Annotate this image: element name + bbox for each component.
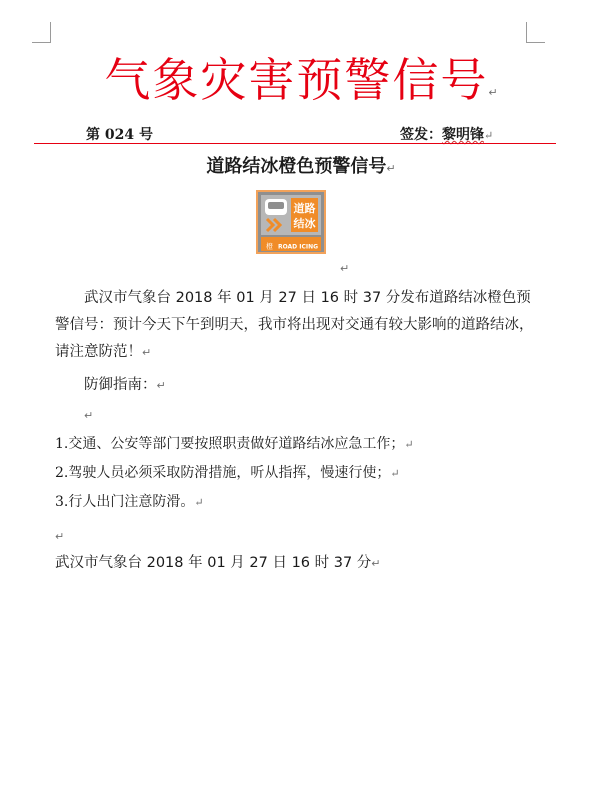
signer-line: [400, 124, 493, 144]
sign-text-upper: 道路: [293, 202, 316, 215]
paragraph-mark: ↵: [390, 467, 400, 480]
guide-item: [55, 460, 535, 487]
guide-item-text: 1.交通、公安等部门要按照职责做好道路结冰应急工作；: [55, 436, 405, 452]
sign-level: 橙: [266, 242, 273, 251]
guide-item: [55, 431, 535, 458]
signoff-line: [55, 550, 535, 577]
issue-number: 第 024 号: [86, 127, 153, 143]
signer-label: 签发：: [400, 127, 442, 143]
paragraph-mark: ↵: [340, 262, 350, 275]
paragraph-mark: ↵: [142, 346, 152, 359]
paragraph-mark: ↵: [404, 438, 414, 451]
paragraph-mark: ↵: [371, 557, 381, 570]
guide-item: [55, 489, 535, 516]
paragraph-mark: ↵: [488, 86, 498, 99]
signer-name: 黎明锋: [442, 127, 484, 143]
crop-mark-top-right: [526, 22, 545, 43]
paragraph-mark: ↵: [194, 496, 204, 509]
paragraph-mark: ↵: [484, 129, 494, 142]
crop-mark-top-left: [32, 22, 51, 43]
main-paragraph-text: 武汉市气象台 2018 年 01 月 27 日 16 时 37 分发布道路结冰橙色预警信号：预计今天下午到明天，我市将出现对交通有较大影响的道路结冰，请注意防范！: [55, 290, 534, 360]
header-rule: [34, 143, 556, 144]
sign-text-en: ROAD ICING: [277, 243, 319, 251]
road-icing-sign-icon: [256, 190, 326, 254]
blank-line: [55, 523, 535, 550]
paragraph-mark: ↵: [386, 162, 396, 175]
document-title: 道路结冰橙色预警信号: [206, 156, 387, 177]
guide-item-text: 2.驾驶人员必须采取防滑措施，听从指挥，慢速行使；: [55, 465, 391, 481]
sign-text-lower: 结冰: [293, 217, 316, 230]
guide-heading-line: [84, 372, 564, 399]
paragraph-mark: ↵: [84, 409, 94, 422]
car-skid-icon: [261, 195, 321, 235]
guide-item-text: 3.行人出门注意防滑。: [55, 494, 195, 510]
warning-sign-image: [256, 190, 350, 275]
blank-line: [84, 402, 564, 429]
banner-title: 气象灾害预警信号: [104, 53, 489, 107]
banner-title-line: [0, 52, 602, 121]
main-paragraph: [55, 285, 535, 366]
paragraph-mark: ↵: [55, 530, 65, 543]
document-title-line: [0, 155, 602, 181]
paragraph-mark: ↵: [156, 379, 166, 392]
guide-heading: 防御指南：: [84, 377, 157, 393]
signoff: 武汉市气象台 2018 年 01 月 27 日 16 时 37 分: [55, 555, 372, 571]
